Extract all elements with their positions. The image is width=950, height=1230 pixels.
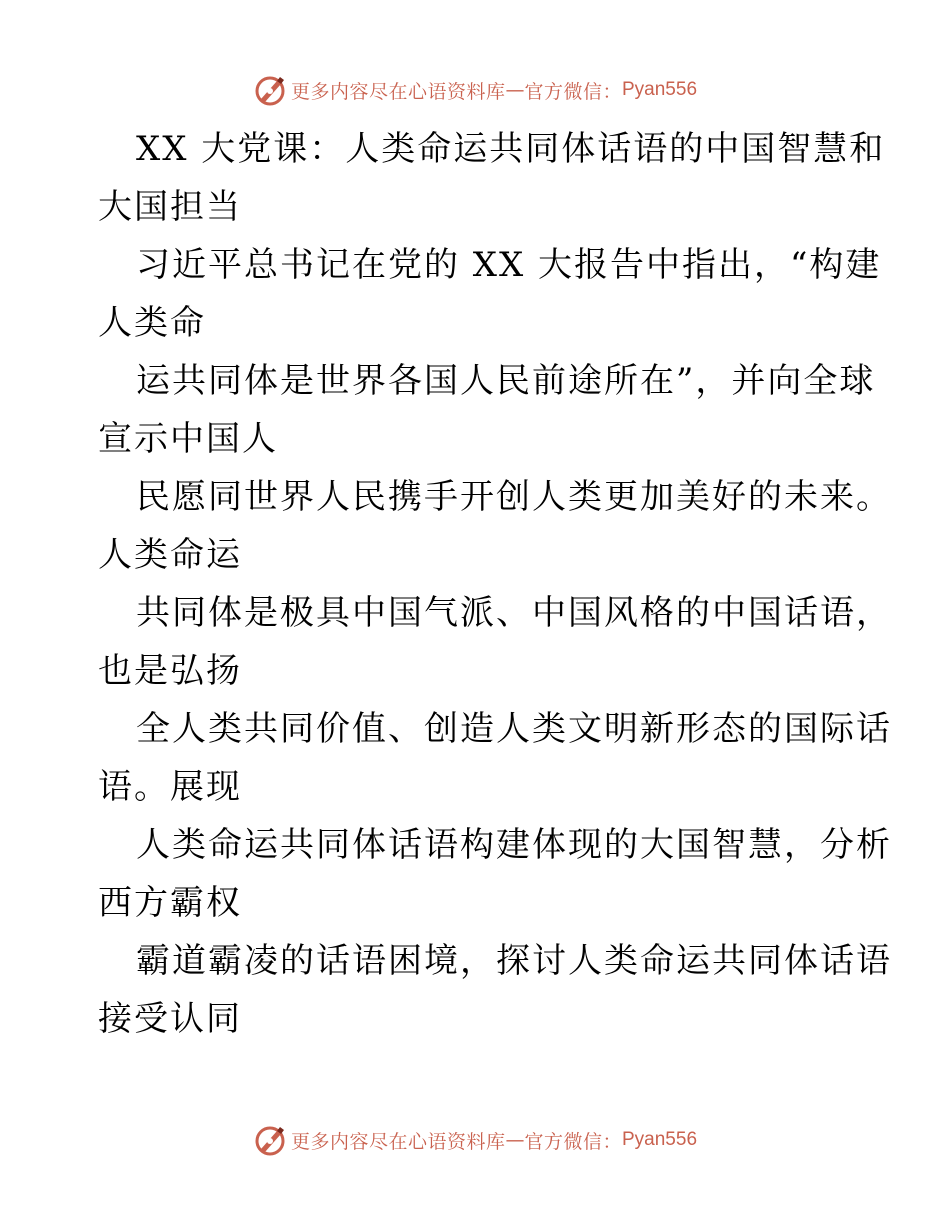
watermark-label: 官方微信： [524,1130,622,1153]
watermark-separator: — [505,79,525,101]
document-body [98,120,892,1048]
watermark-text: 更多内容尽在心语资料库 [290,80,506,103]
text-line: XX 大党课：人类命运共同体话语的中国智慧和 [136,129,886,169]
text-line: 运共同体是世界各国人民前途所在”，并向全球 [136,361,876,401]
text-line: 接受认同 [98,999,242,1039]
text-line: 共同体是极具中国气派、中国风格的中国话语， [136,593,892,633]
text-line: 大国担当 [98,187,242,227]
watermark-text: 更多内容尽在心语资料库 [290,1130,506,1153]
watermark-wechat-id: Pyan556 [622,1129,698,1150]
watermark-separator: — [505,1129,525,1151]
text-line: 全人类共同价值、创造人类文明新形态的国际话 [136,709,892,749]
text-line: 西方霸权 [98,883,242,923]
text-line: 宣示中国人 [98,419,278,459]
text-line: 人类命运共同体话语构建体现的大国智慧，分析 [136,825,892,865]
watermark-wechat-id: Pyan556 [622,79,698,100]
text-line: 民愿同世界人民携手开创人类更加美好的未来。 [136,477,892,517]
pen-logo-icon [253,73,287,107]
text-line: 语。展现 [98,767,242,807]
text-line: 习近平总书记在党的 XX 大报告中指出，“构建 [136,245,882,285]
text-line: 也是弘扬 [98,651,242,691]
text-line: 霸道霸凌的话语困境，探讨人类命运共同体话语 [136,941,892,981]
text-line: 人类命运 [98,535,242,575]
watermark-label: 官方微信： [524,80,622,103]
text-line: 人类命 [98,303,206,343]
header-watermark [0,70,950,110]
footer-watermark [0,1120,950,1160]
pen-logo-icon [253,1123,287,1157]
